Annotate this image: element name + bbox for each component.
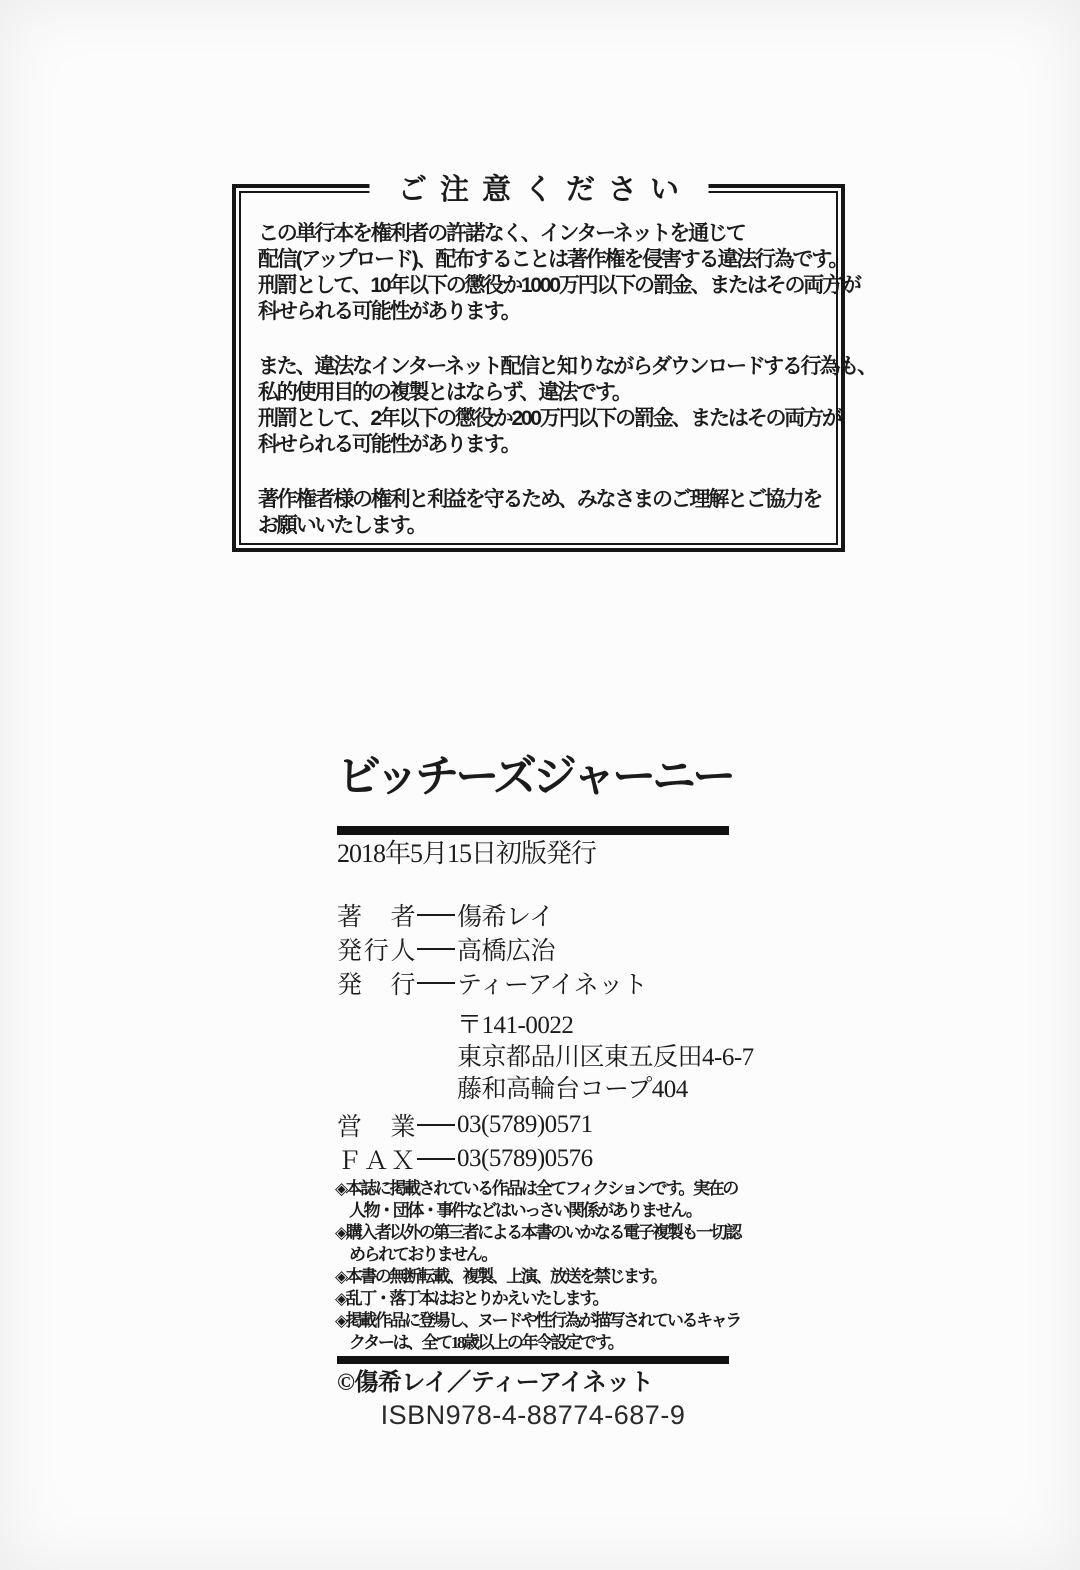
credit-row-publisher-person bbox=[337, 932, 729, 966]
notice-line: お願いいたします。 bbox=[258, 514, 426, 537]
notice-body bbox=[245, 197, 876, 539]
notice-line: 刑罰として、2年以下の懲役か200万円以下の罰金、またはその両方が bbox=[258, 407, 841, 430]
credit-row-author bbox=[337, 898, 729, 932]
contact-value: 03(5789)0576 bbox=[457, 1145, 593, 1172]
credit-rows bbox=[337, 898, 729, 1000]
notice-line: 著作権者様の権利と利益を守るため、みなさまのご理解とご協力を bbox=[258, 488, 822, 511]
credit-label: 著 者 bbox=[337, 904, 415, 931]
contact-row-sales bbox=[337, 1108, 729, 1142]
contact-value: 03(5789)0571 bbox=[457, 1111, 593, 1138]
postal-code: 〒141-0022 bbox=[457, 1012, 574, 1039]
legal-notes bbox=[335, 1178, 741, 1354]
copyright-notice-box bbox=[232, 174, 876, 552]
note-defective-copies: ◈乱丁・落丁本はおとりかえいたします。 bbox=[335, 1289, 608, 1308]
notice-line: この単行本を権利者の許諾なく、インターネットを通じて bbox=[258, 222, 745, 245]
contact-label: 営 業 bbox=[337, 1114, 415, 1141]
bottom-divider-rule bbox=[337, 1356, 729, 1364]
notice-box-title: ご注意ください bbox=[369, 171, 708, 209]
isbn: ISBN978-4-88774-687-9 bbox=[380, 1400, 686, 1430]
leader-dash bbox=[417, 982, 455, 985]
note-electronic-copy: ◈購入者以外の第三者による本書のいかなる電子複製も一切認められておりません。 bbox=[335, 1223, 740, 1264]
notice-paragraph-upload bbox=[258, 221, 860, 325]
note-age-statement: ◈掲載作品に登場し、ヌードや性行為が描写されているキャラクターは、全て18歳以上の年令設定です。 bbox=[335, 1311, 740, 1352]
note-fiction-disclaimer: ◈本誌に掲載されている作品は全てフィクションです。実在の人物・団体・事件などはいっさい関係がありません。 bbox=[335, 1179, 737, 1220]
copyright-line: ©傷希レイ／ティーアイネット bbox=[337, 1370, 654, 1396]
credit-value: 高橋広治 bbox=[457, 938, 556, 965]
book-title: ビッチーズジャーニー bbox=[337, 752, 733, 801]
contact-label: ＦＡＸ bbox=[337, 1148, 415, 1175]
notice-line: 科せられる可能性があります。 bbox=[258, 300, 520, 323]
leader-dash bbox=[417, 948, 455, 951]
leader-dash bbox=[417, 914, 455, 917]
publisher-address bbox=[457, 1010, 754, 1106]
notice-line: 科せられる可能性があります。 bbox=[258, 433, 520, 456]
notice-paragraph-download bbox=[258, 354, 876, 458]
notice-line: また、違法なインターネット配信と知りながらダウンロードする行為も、 bbox=[258, 355, 876, 378]
edition-date: 2018年5月15日初版発行 bbox=[337, 839, 597, 868]
credit-row-publisher bbox=[337, 966, 729, 1000]
leader-dash bbox=[417, 1124, 455, 1127]
notice-paragraph-request bbox=[258, 487, 820, 539]
credit-label: 発 行 bbox=[337, 972, 415, 999]
credit-value: 傷希レイ bbox=[457, 904, 554, 931]
contact-row-fax bbox=[337, 1142, 729, 1176]
address-line: 東京都品川区東五反田4-6-7 bbox=[457, 1044, 754, 1071]
colophon bbox=[335, 750, 754, 1430]
credit-value: ティーアイネット bbox=[457, 972, 648, 999]
leader-dash bbox=[417, 1158, 455, 1161]
note-no-reproduction: ◈本書の無断転載、複製、上演、放送を禁じます。 bbox=[335, 1267, 666, 1286]
title-divider-rule bbox=[337, 826, 729, 835]
notice-line: 刑罰として、10年以下の懲役か1000万円以下の罰金、またはその両方が bbox=[258, 274, 860, 297]
address-line: 藤和高輪台コープ404 bbox=[457, 1076, 688, 1103]
contact-rows bbox=[337, 1108, 729, 1176]
notice-line: 私的使用目的の複製とはならず、違法です。 bbox=[258, 381, 631, 404]
credit-label: 発行人 bbox=[337, 938, 415, 965]
notice-line: 配信(アップロード)、配布することは著作権を侵害する違法行為です。 bbox=[258, 248, 848, 271]
